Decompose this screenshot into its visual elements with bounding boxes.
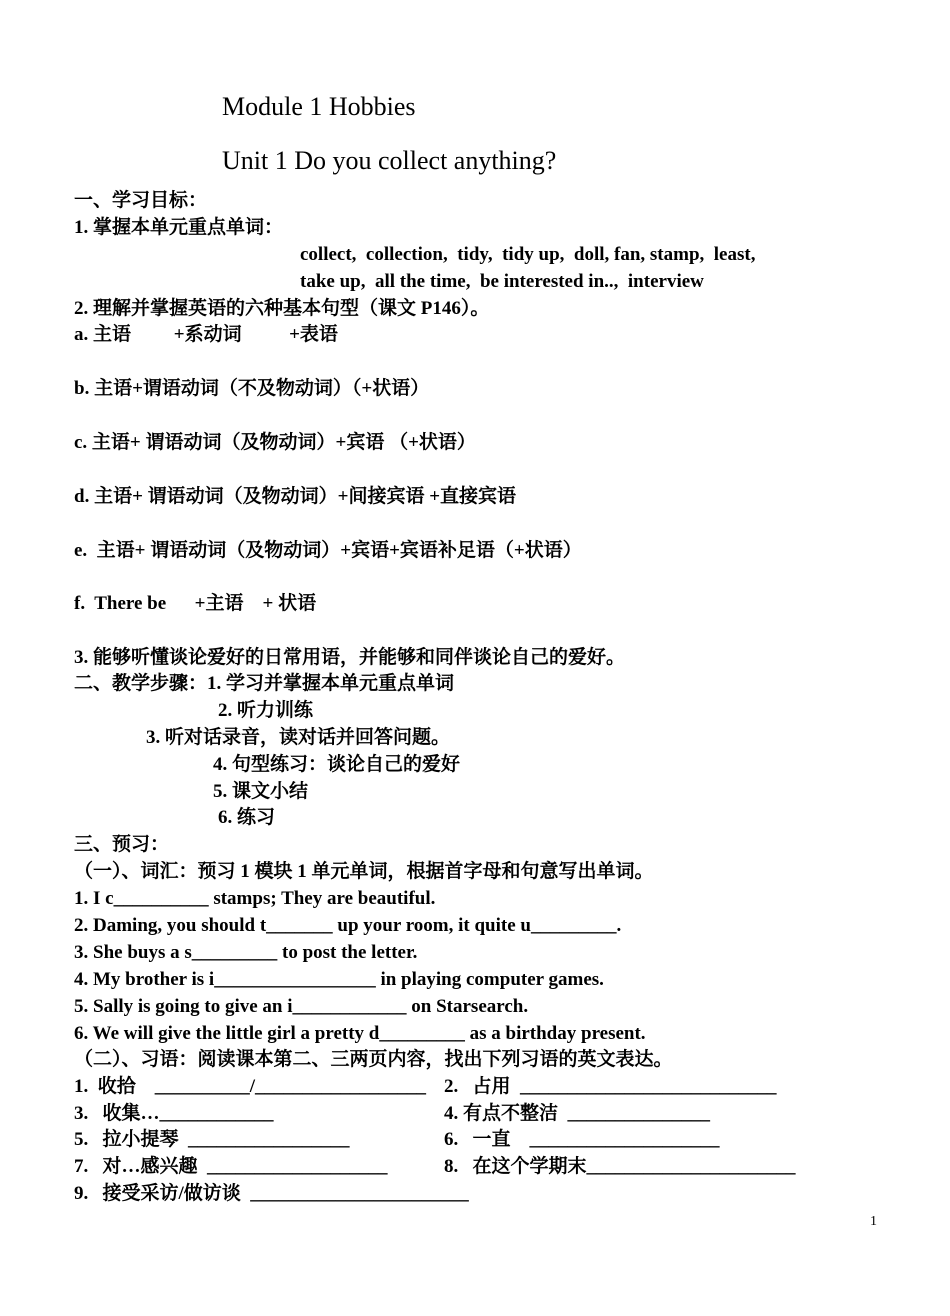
page-number: 1 [870, 1214, 877, 1229]
vocab-list-line-2: take up, all the time, be interested in.., interview [300, 271, 704, 292]
sentence-pattern-d: d. 主语+ 谓语动词（及物动词）+间接宾语 +直接宾语 [74, 486, 517, 507]
sentence-pattern-b: b. 主语+谓语动词（不及物动词）（+状语） [74, 378, 430, 399]
sentence-pattern-f: f. There be +主语 + 状语 [74, 593, 317, 614]
vocab-exercise-5: 5. Sally is going to give an i____________ on Starsearch. [74, 996, 529, 1017]
section-heading-steps: 二、教学步骤：1. 学习并掌握本单元重点单词 [74, 673, 455, 694]
module-title: Module 1 Hobbies [222, 92, 416, 121]
sentence-pattern-e: e. 主语+ 谓语动词（及物动词）+宾语+宾语补足语（+状语） [74, 540, 582, 561]
objective-3: 3. 能够听懂谈论爱好的日常用语，并能够和同伴谈论自己的爱好。 [74, 647, 626, 668]
idiom-item-3: 3. 收集…____________ [74, 1103, 274, 1124]
vocab-exercise-instruction: （一）、词汇：预习 1 模块 1 单元单词，根据首字母和句意写出单词。 [74, 861, 654, 882]
idiom-item-2: 2. 占用 ___________________________ [444, 1076, 777, 1097]
idiom-item-4: 4. 有点不整洁 _______________ [444, 1103, 711, 1124]
idiom-item-9: 9. 接受采访/做访谈 _______________________ [74, 1183, 469, 1204]
idiom-exercise-instruction: （二）、习语：阅读课本第二、三两页内容，找出下列习语的英文表达。 [74, 1049, 673, 1070]
vocab-exercise-3: 3. She buys a s_________ to post the letter. [74, 942, 418, 963]
section-heading-preview: 三、预习： [74, 834, 170, 855]
sentence-pattern-c: c. 主语+ 谓语动词（及物动词）+宾语 （+状语） [74, 432, 476, 453]
objective-2: 2. 理解并掌握英语的六种基本句型（课文 P146）。 [74, 298, 490, 319]
idiom-item-5: 5. 拉小提琴 _________________ [74, 1129, 350, 1150]
vocab-exercise-2: 2. Daming, you should t_______ up your room, it quite u_________. [74, 915, 622, 936]
section-heading-objectives: 一、学习目标： [74, 190, 208, 211]
sentence-pattern-a: a. 主语 +系动词 +表语 [74, 324, 338, 345]
vocab-exercise-6: 6. We will give the little girl a pretty d_________ as a birthday present. [74, 1023, 646, 1044]
vocab-exercise-4: 4. My brother is i_________________ in playing computer games. [74, 969, 604, 990]
vocab-exercise-1: 1. I c__________ stamps; They are beautiful. [74, 888, 436, 909]
step-3: 3. 听对话录音，读对话并回答问题。 [146, 727, 451, 748]
step-5: 5. 课文小结 [213, 781, 309, 802]
idiom-item-8: 8. 在这个学期末______________________ [444, 1156, 796, 1177]
unit-title: Unit 1 Do you collect anything? [222, 146, 557, 175]
step-6: 6. 练习 [218, 807, 276, 828]
objective-1: 1. 掌握本单元重点单词： [74, 217, 284, 238]
step-2: 2. 听力训练 [218, 700, 314, 721]
idiom-item-6: 6. 一直 ____________________ [444, 1129, 720, 1150]
vocab-list-line-1: collect, collection, tidy, tidy up, doll, fan, stamp, least, [300, 244, 756, 265]
step-4: 4. 句型练习：谈论自己的爱好 [213, 754, 461, 775]
idiom-item-1: 1. 收拾 __________/__________________ [74, 1076, 427, 1097]
idiom-item-7: 7. 对…感兴趣 ___________________ [74, 1156, 388, 1177]
